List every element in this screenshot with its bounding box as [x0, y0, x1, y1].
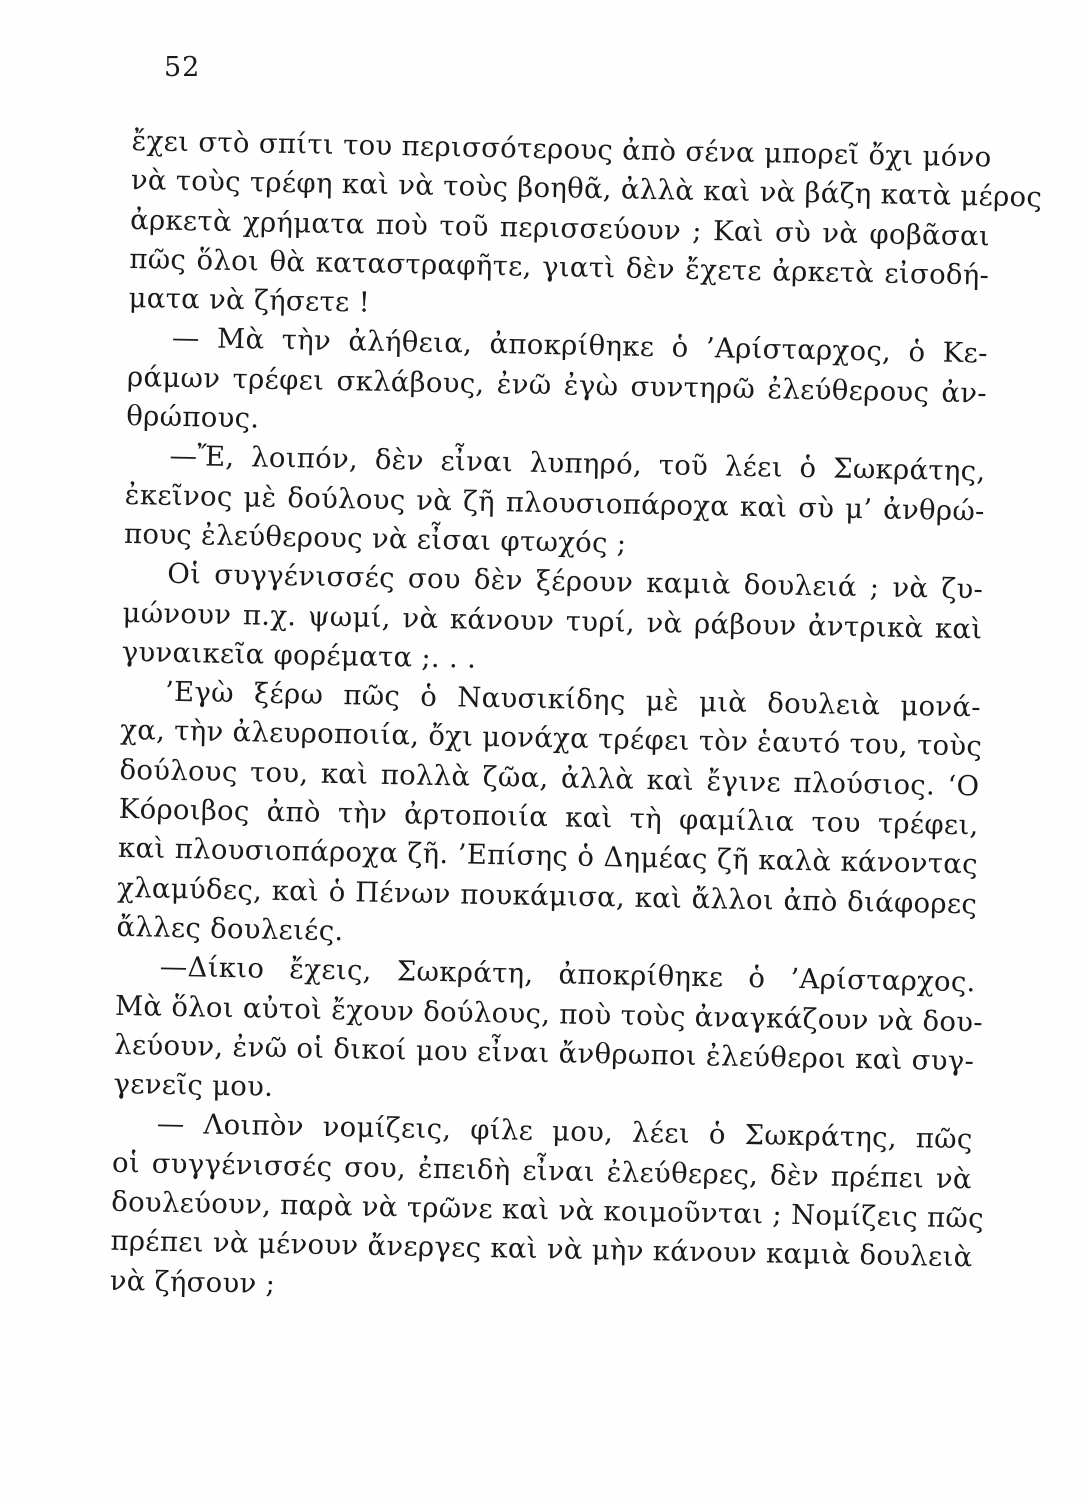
- text-line: καὶ πλουσιοπάροχα ζῆ. ’Επίσης ὁ Δημέας ζῆ καλὰ κάνοντας: [117, 832, 979, 881]
- text-line: πους ἐλεύθερους νὰ εἶσαι φτωχός ;: [123, 517, 627, 560]
- text-line: γυναικεῖα φορέματα ;. . .: [121, 635, 477, 675]
- text-line: Μὰ ὅλοι αὐτοὶ ἔχουν δούλους, ποὺ τοὺς ἀναγκάζουν νὰ δου-: [114, 989, 984, 1039]
- text-line: λεύουν, ἐνῶ οἱ δικοί μου εἶναι ἄνθρωποι ἐλεύθεροι καὶ συγ-: [113, 1028, 975, 1078]
- text-line: ’Εγὼ ξέρω πῶς ὁ Ναυσικίδης μὲ μιὰ δουλειὰ μονά-: [164, 675, 982, 724]
- text-line: νὰ ζήσουν ;: [109, 1264, 276, 1300]
- text-line: ἄλλες δουλειές.: [116, 910, 344, 948]
- text-line: μώνουν π.χ. ψωμί, νὰ κάνουν τυρί, νὰ ράβουν ἀντρικὰ καὶ: [122, 596, 983, 645]
- text-line: πῶς ὅλοι θὰ καταστραφῆτε, γιατὶ δὲν ἔχετε ἀρκετὰ εἰσοδή-: [129, 242, 990, 292]
- text-line: ἐκεῖνος μὲ δούλους νὰ ζῆ πλουσιοπάροχα καὶ σὺ μ’ ἀνθρώ-: [124, 478, 985, 528]
- text-line: δουλεύουν, παρὰ νὰ τρῶνε καὶ νὰ κοιμοῦνται ; Νομίζεις πῶς: [110, 1185, 985, 1235]
- text-line: — Μὰ τὴν ἀλήθεια, ἀποκρίθηκε ὁ ’Αρίσταρχος, ὁ Κε-: [171, 322, 989, 370]
- text-line: ἀρκετὰ χρήματα ποὺ τοῦ περισσεύουν ; Καὶ σὺ νὰ φοβᾶσαι: [129, 203, 991, 253]
- text-line: γενεῖς μου.: [113, 1067, 274, 1104]
- text-line: χλαμύδες, καὶ ὁ Πένων πουκάμισα, καὶ ἄλλοι ἀπὸ διάφορες: [116, 871, 978, 921]
- text-line: ράμων τρέφει σκλάβους, ἐνῶ ἐγὼ συντηρῶ ἐλεύθερους ἀν-: [126, 360, 988, 410]
- body-text: [109, 122, 1043, 1317]
- text-line: ματα νὰ ζήσετε !: [128, 282, 371, 319]
- text-line: Οἱ συγγένισσές σου δὲν ξέρουν καμιὰ δουλειά ; νὰ ζυ-: [167, 558, 984, 606]
- text-line: Κόροιβος ἀπὸ τὴν ἀρτοποιία καὶ τὴ φαμίλια του τρέφει,: [118, 792, 979, 842]
- text-line: —Δίκιο ἔχεις, Σωκράτη, ἀποκρίθηκε ὁ ’Αρίσταρχος.: [159, 950, 976, 999]
- text-line: νὰ τοὺς τρέφη καὶ νὰ τοὺς βοηθᾶ, ἀλλὰ καὶ νὰ βάζη κατὰ μέρος: [130, 164, 1043, 214]
- text-line: — Λοιπὸν νομίζεις, φίλε μου, λέει ὁ Σωκράτης, πῶς: [156, 1108, 973, 1156]
- page-number: 52: [164, 52, 201, 83]
- text-line: ἔχει στὸ σπίτι του περισσότερους ἀπὸ σένα μπορεῖ ὄχι μόνο: [131, 124, 992, 174]
- text-line: πρέπει νὰ μένουν ἄνεργες καὶ νὰ μὴν κάνουν καμιὰ δουλειὰ: [110, 1225, 973, 1274]
- text-line: χα, τὴν ἀλευροποιία, ὄχι μονάχα τρέφει τὸν ἑαυτό του, τοὺς: [120, 714, 983, 763]
- text-line: —Ἔ, λοιπόν, δὲν εἶναι λυπηρό, τοῦ λέει ὁ Σωκράτης,: [169, 440, 986, 488]
- text-line: οἱ συγγένισσές σου, ἐπειδὴ εἶναι ἐλεύθερες, δὲν πρέπει νὰ: [111, 1146, 973, 1196]
- text-line: θρώπους.: [126, 400, 260, 435]
- text-line: δούλους του, καὶ πολλὰ ζῶα, ἀλλὰ καὶ ἔγινε πλούσιος. ‘Ο: [119, 753, 980, 803]
